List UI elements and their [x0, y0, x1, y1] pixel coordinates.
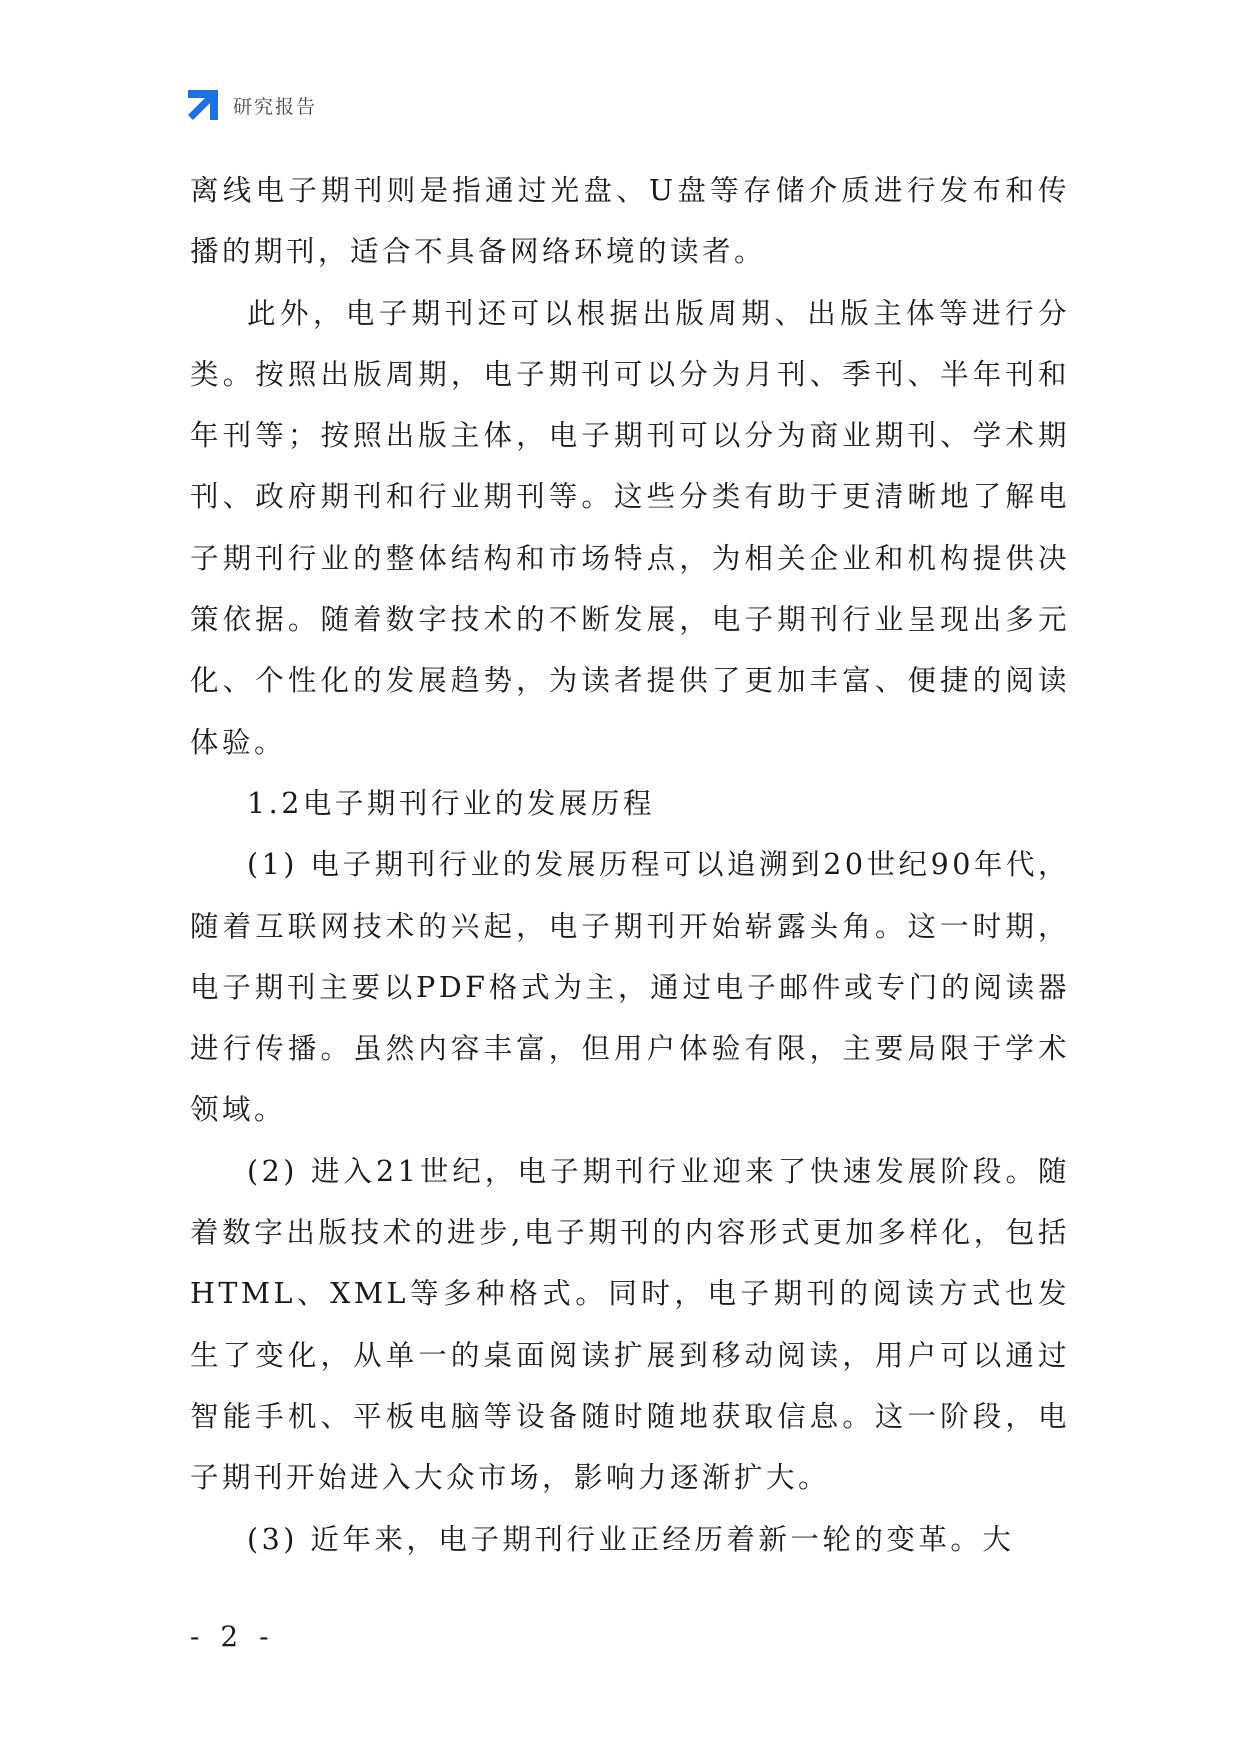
paragraph: (3) 近年来，电子期刊行业正经历着新一轮的变革。大	[247, 1522, 1015, 1556]
arrow-up-right-icon	[186, 88, 220, 122]
document-body	[190, 160, 1070, 1570]
section-heading: 1.2电子期刊行业的发展历程	[247, 786, 655, 820]
page-number: - 2 -	[190, 1620, 275, 1653]
paragraph: (1) 电子期刊行业的发展历程可以追溯到20世纪90年代，随着互联网技术的兴起，电子期刊开始崭露头角。这一时期，电子期刊主要以PDF格式为主，通过电子邮件或专门的阅读器进行传播。虽然内容丰富，但用户体验有限，主要局限于学术领域。	[190, 848, 1070, 1127]
paragraph: 此外，电子期刊还可以根据出版周期、出版主体等进行分类。按照出版周期，电子期刊可以分为月刊、季刊、半年刊和年刊等；按照出版主体，电子期刊可以分为商业期刊、学术期刊、政府期刊和行业期刊等。这些分类有助于更清晰地了解电子期刊行业的整体结构和市场特点，为相关企业和机构提供决策依据。随着数字技术的不断发展，电子期刊行业呈现出多元化、个性化的发展趋势，为读者提供了更加丰富、便捷的阅读体验。	[190, 296, 1070, 759]
paragraph: 离线电子期刊则是指通过光盘、U盘等存储介质进行发布和传播的期刊，适合不具备网络环境的读者。	[190, 174, 1070, 269]
header-title: 研究报告	[233, 95, 318, 118]
paragraph: (2) 进入21世纪，电子期刊行业迎来了快速发展阶段。随着数字出版技术的进步,电子期刊的内容形式更加多样化，包括HTML、XML等多种格式。同时，电子期刊的阅读方式也发生了变化，从单一的桌面阅读扩展到移动阅读，用户可以通过智能手机、平板电脑等设备随时随地获取信息。这一阶段，电子期刊开始进入大众市场，影响力逐渐扩大。	[190, 1154, 1070, 1495]
page-header	[186, 88, 317, 122]
